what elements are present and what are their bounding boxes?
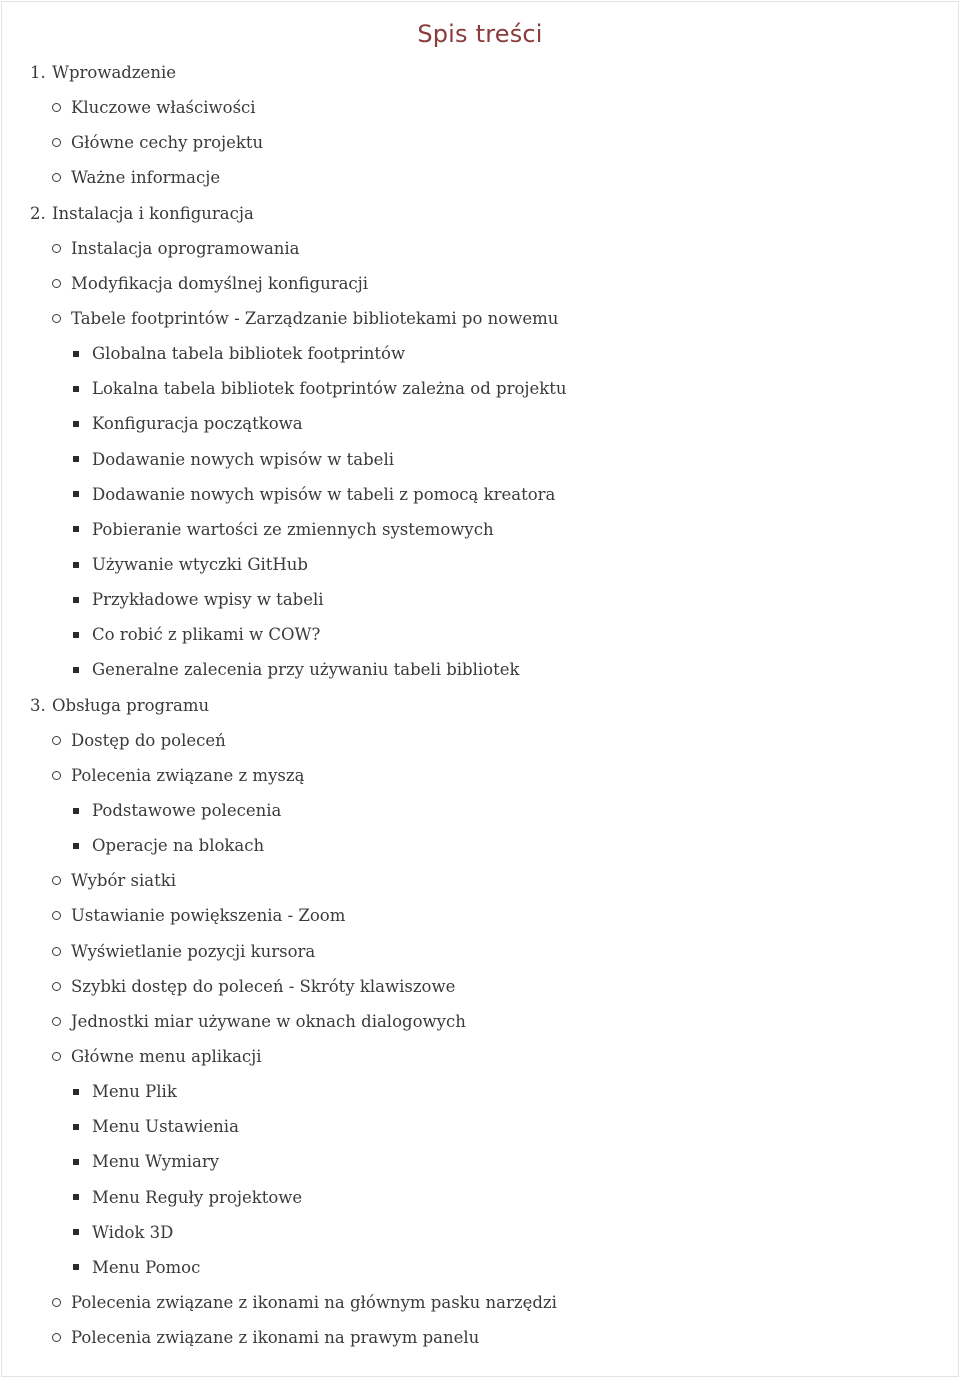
toc-link[interactable]: Konfiguracja początkowa [92, 414, 303, 434]
toc-item-level-2 [2, 160, 958, 195]
toc-item-level-1 [2, 196, 958, 231]
toc-item-level-3 [2, 371, 958, 406]
circle-bullet-icon [52, 1052, 61, 1061]
toc-link[interactable]: Główne cechy projektu [71, 133, 264, 153]
square-bullet-icon [73, 526, 79, 532]
toc-list [2, 55, 958, 1355]
square-bullet-icon [73, 1159, 79, 1165]
toc-item-level-3 [2, 512, 958, 547]
toc-item-level-3 [2, 652, 958, 687]
square-bullet-icon [73, 1264, 79, 1270]
toc-link[interactable]: Polecenia związane z ikonami na prawym panelu [71, 1328, 480, 1348]
square-bullet-icon [73, 456, 79, 462]
square-bullet-icon [73, 667, 79, 673]
toc-item-level-3 [2, 793, 958, 828]
toc-link[interactable]: Polecenia związane z myszą [71, 765, 305, 785]
toc-item-level-2 [2, 723, 958, 758]
toc-link[interactable]: Dostęp do poleceń [71, 730, 226, 750]
toc-link[interactable]: Menu Plik [92, 1082, 177, 1102]
toc-link[interactable]: Szybki dostęp do poleceń - Skróty klawiszowe [71, 976, 456, 996]
document-page [1, 1, 959, 1377]
toc-title: Spis treści [417, 20, 543, 48]
toc-link[interactable]: Tabele footprintów - Zarządzanie bibliotekami po nowemu [71, 309, 559, 329]
toc-item-level-3 [2, 336, 958, 371]
toc-link[interactable]: Obsługa programu [52, 695, 210, 715]
toc-item-level-2 [2, 1039, 958, 1074]
toc-link[interactable]: Co robić z plikami w COW? [92, 625, 321, 645]
square-bullet-icon [73, 597, 79, 603]
toc-link[interactable]: Instalacja oprogramowania [71, 238, 300, 258]
toc-item-level-2 [2, 969, 958, 1004]
square-bullet-icon [73, 491, 79, 497]
toc-item-level-2 [2, 934, 958, 969]
square-bullet-icon [73, 386, 79, 392]
toc-link[interactable]: Polecenia związane z ikonami na głównym pasku narzędzi [71, 1292, 557, 1312]
toc-link[interactable]: Pobieranie wartości ze zmiennych systemowych [92, 519, 494, 539]
square-bullet-icon [73, 1124, 79, 1130]
toc-item-level-3 [2, 1144, 958, 1179]
toc-item-level-3 [2, 477, 958, 512]
toc-link[interactable]: Lokalna tabela bibliotek footprintów zależna od projektu [92, 379, 567, 399]
circle-bullet-icon [52, 736, 61, 745]
toc-link[interactable]: Menu Wymiary [92, 1152, 220, 1172]
circle-bullet-icon [52, 911, 61, 920]
square-bullet-icon [73, 1089, 79, 1095]
toc-item-level-3 [2, 1215, 958, 1250]
toc-link[interactable]: Ustawianie powiększenia - Zoom [71, 906, 346, 926]
toc-link[interactable]: Kluczowe właściwości [71, 98, 256, 118]
toc-item-level-3 [2, 1109, 958, 1144]
toc-link[interactable]: Operacje na blokach [92, 836, 265, 856]
toc-item-level-3 [2, 617, 958, 652]
circle-bullet-icon [52, 876, 61, 885]
toc-item-level-3 [2, 828, 958, 863]
circle-bullet-icon [52, 244, 61, 253]
toc-link[interactable]: Wprowadzenie [52, 63, 176, 83]
square-bullet-icon [73, 1229, 79, 1235]
circle-bullet-icon [52, 279, 61, 288]
toc-link[interactable]: Generalne zalecenia przy używaniu tabeli bibliotek [92, 660, 520, 680]
circle-bullet-icon [52, 771, 61, 780]
toc-item-level-2 [2, 266, 958, 301]
toc-item-number: 2. [30, 203, 46, 223]
circle-bullet-icon [52, 1017, 61, 1026]
circle-bullet-icon [52, 1298, 61, 1307]
toc-item-level-3 [2, 1180, 958, 1215]
toc-item-level-2 [2, 1004, 958, 1039]
circle-bullet-icon [52, 1333, 61, 1342]
toc-item-number: 1. [30, 63, 46, 83]
circle-bullet-icon [52, 173, 61, 182]
toc-item-level-3 [2, 1074, 958, 1109]
toc-item-level-3 [2, 547, 958, 582]
toc-link[interactable]: Menu Reguły projektowe [92, 1187, 303, 1207]
square-bullet-icon [73, 808, 79, 814]
toc-item-level-3 [2, 442, 958, 477]
toc-link[interactable]: Instalacja i konfiguracja [52, 203, 254, 223]
toc-item-level-2 [2, 90, 958, 125]
square-bullet-icon [73, 562, 79, 568]
toc-item-level-2 [2, 231, 958, 266]
toc-item-level-2 [2, 1285, 958, 1320]
toc-item-level-1 [2, 55, 958, 90]
square-bullet-icon [73, 421, 79, 427]
toc-item-level-1 [2, 688, 958, 723]
toc-link[interactable]: Dodawanie nowych wpisów w tabeli z pomocą kreatora [92, 484, 556, 504]
toc-link[interactable]: Główne menu aplikacji [71, 1047, 262, 1066]
toc-link[interactable]: Menu Ustawienia [92, 1117, 239, 1137]
circle-bullet-icon [52, 138, 61, 147]
square-bullet-icon [73, 843, 79, 849]
toc-link[interactable]: Wybór siatki [71, 871, 177, 891]
toc-link[interactable]: Przykładowe wpisy w tabeli [92, 590, 324, 610]
toc-item-level-2 [2, 898, 958, 933]
circle-bullet-icon [52, 103, 61, 112]
toc-item-level-2 [2, 758, 958, 793]
toc-link[interactable]: Podstawowe polecenia [92, 801, 282, 821]
square-bullet-icon [73, 632, 79, 638]
toc-item-number: 3. [30, 695, 46, 715]
toc-link[interactable]: Ważne informacje [71, 168, 221, 188]
toc-link[interactable]: Modyfikacja domyślnej konfiguracji [71, 273, 369, 293]
circle-bullet-icon [52, 947, 61, 956]
toc-item-level-2 [2, 301, 958, 336]
toc-item-level-3 [2, 582, 958, 617]
toc-link[interactable]: Widok 3D [92, 1222, 174, 1242]
toc-link[interactable]: Menu Pomoc [92, 1257, 201, 1277]
toc-link[interactable]: Jednostki miar używane w oknach dialogowych [71, 1011, 466, 1031]
toc-item-level-2 [2, 125, 958, 160]
toc-link[interactable]: Globalna tabela bibliotek footprintów [92, 344, 406, 364]
toc-item-level-3 [2, 1250, 958, 1285]
toc-link[interactable]: Wyświetlanie pozycji kursora [71, 941, 316, 961]
toc-item-level-3 [2, 406, 958, 441]
toc-item-level-2 [2, 1320, 958, 1355]
circle-bullet-icon [52, 314, 61, 323]
square-bullet-icon [73, 351, 79, 357]
toc-link[interactable]: Dodawanie nowych wpisów w tabeli [92, 449, 395, 469]
toc-link[interactable]: Używanie wtyczki GitHub [92, 555, 308, 575]
square-bullet-icon [73, 1194, 79, 1200]
toc-item-level-2 [2, 863, 958, 898]
circle-bullet-icon [52, 982, 61, 991]
